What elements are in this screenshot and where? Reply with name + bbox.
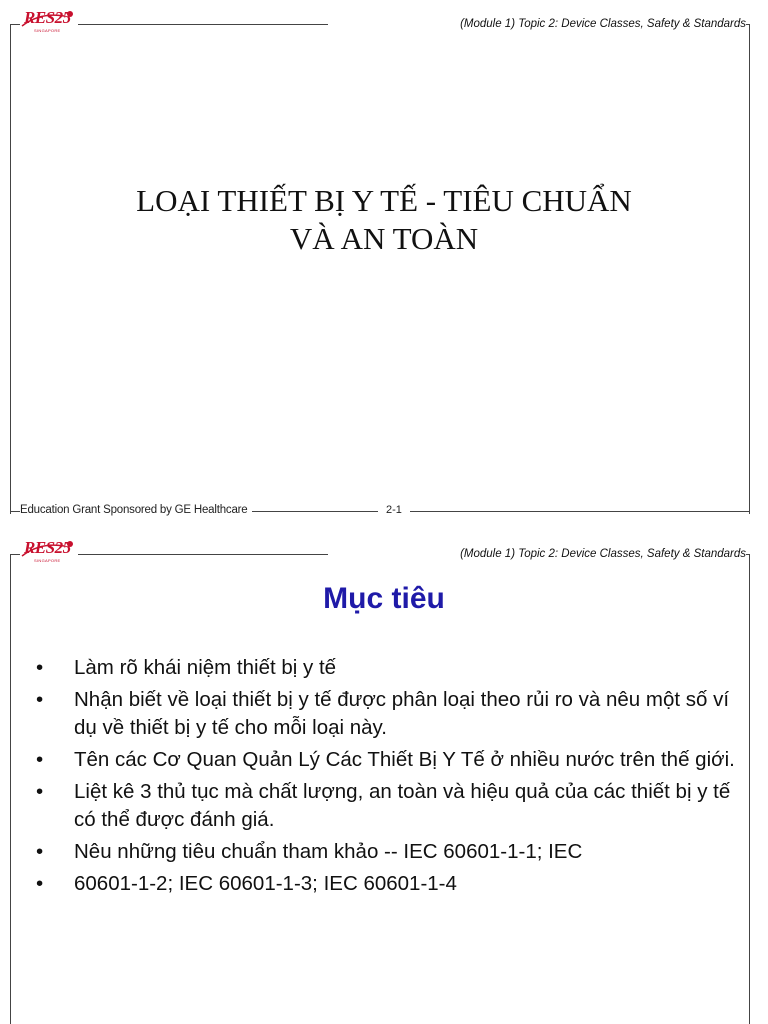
- page-number: 2-1: [378, 504, 410, 516]
- list-item-text: Liệt kê 3 thủ tục mà chất lượng, an toàn và hiệu quả của các thiết bị y tế có thể được đánh giá.: [74, 780, 731, 831]
- bullet-icon: •: [36, 872, 44, 895]
- slide-title-line-2: VÀ AN TOÀN: [289, 221, 479, 256]
- bullet-icon: •: [36, 656, 44, 679]
- frame-left-tick: [10, 24, 20, 25]
- logo-subtext: SINGAPORE: [34, 558, 61, 563]
- bullet-icon: •: [36, 688, 44, 711]
- logo-text: RES25: [24, 538, 71, 557]
- list-item: [36, 778, 738, 834]
- module-title: (Module 1) Topic 2: Device Classes, Safety & Standards: [456, 548, 746, 560]
- list-item: [36, 686, 738, 742]
- bullet-icon: •: [36, 840, 44, 863]
- bullet-icon: •: [36, 748, 44, 771]
- objectives-list: [36, 654, 738, 902]
- logo-subtext: SINGAPORE: [34, 28, 61, 33]
- list-item: [36, 870, 738, 898]
- slide-footer: [10, 502, 750, 518]
- list-item: [36, 746, 738, 774]
- frame-top-border: [78, 554, 328, 555]
- frame-top-border: [78, 24, 328, 25]
- frame-right-border: [749, 24, 750, 514]
- list-item-text: Nhận biết về loại thiết bị y tế được phân loại theo rủi ro và nêu một số ví dụ về thiết bị y tế cho mỗi loại này.: [74, 688, 730, 739]
- frame-left-border: [10, 24, 11, 514]
- list-item-text: Nêu những tiêu chuẩn tham khảo -- IEC 60601-1-1; IEC: [74, 840, 583, 863]
- list-item: [36, 838, 738, 866]
- res25-logo: [20, 536, 78, 566]
- slide-2: [0, 530, 768, 1024]
- frame-left-tick: [10, 554, 20, 555]
- list-item-text: Làm rõ khái niệm thiết bị y tế: [74, 656, 337, 679]
- slide-title-line-1: LOẠI THIẾT BỊ Y TẾ - TIÊU CHUẨN: [136, 183, 632, 218]
- module-title: (Module 1) Topic 2: Device Classes, Safety & Standards: [456, 18, 746, 30]
- bullet-icon: •: [36, 780, 44, 803]
- footer-sponsor-text: Education Grant Sponsored by GE Healthcare: [20, 504, 252, 516]
- list-item-text: 60601-1-2; IEC 60601-1-3; IEC 60601-1-4: [74, 872, 457, 895]
- res25-logo: [20, 6, 78, 36]
- frame-left-border: [10, 554, 11, 1024]
- logo-text: RES25: [24, 8, 71, 27]
- frame-right-border: [749, 554, 750, 1024]
- list-item: [36, 654, 738, 682]
- objectives-title: Mục tiêu: [323, 582, 445, 615]
- list-item-text: Tên các Cơ Quan Quản Lý Các Thiết Bị Y Tế ở nhiều nước trên thế giới.: [74, 748, 735, 771]
- slide-title: [40, 182, 728, 258]
